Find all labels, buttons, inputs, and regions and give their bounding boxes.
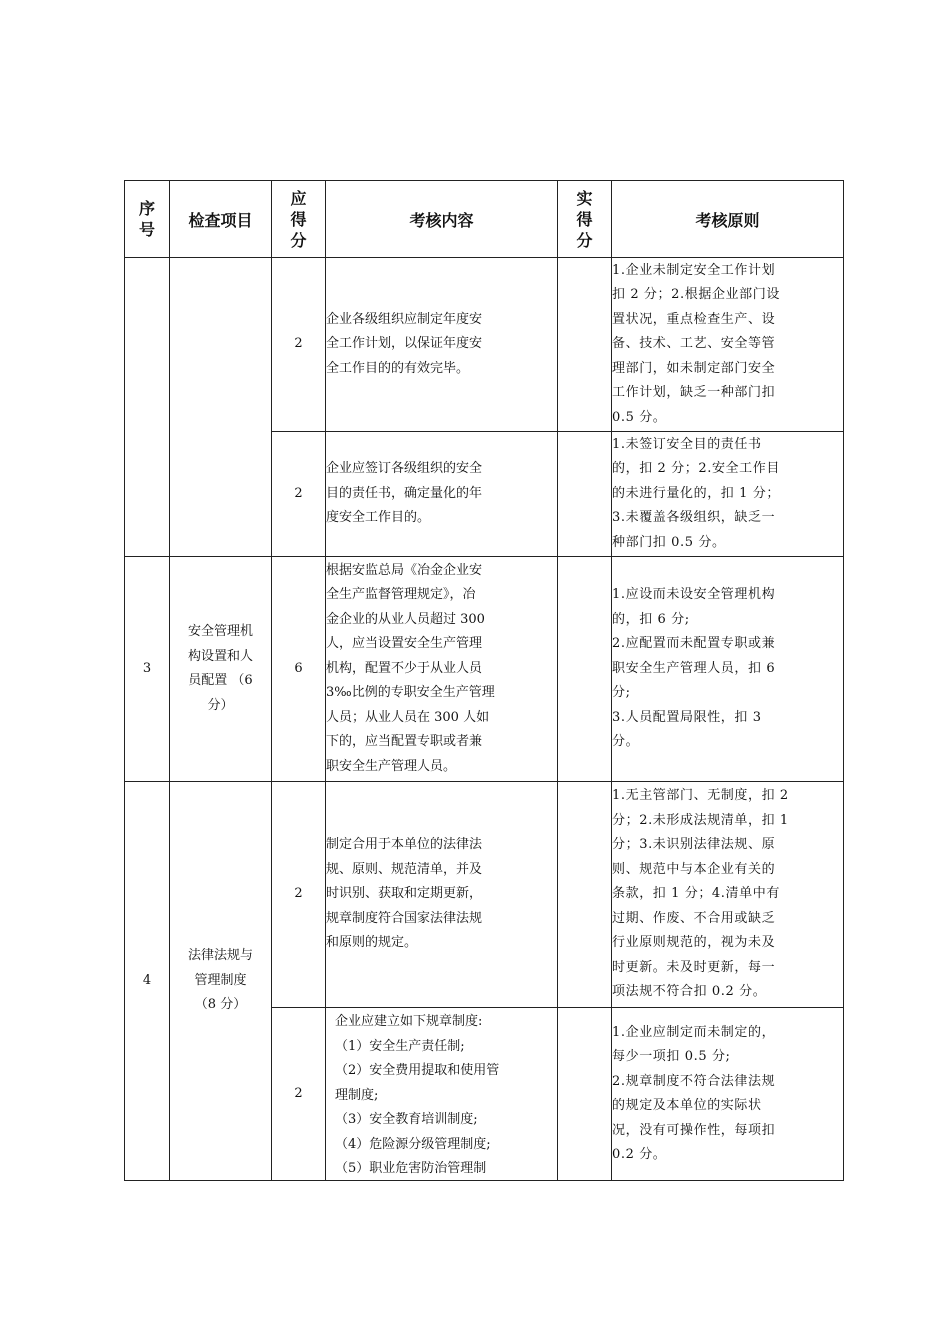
header-actual: 实 得 分 (558, 181, 612, 258)
header-principle: 考核原则 (612, 181, 844, 258)
header-seq: 序 号 (125, 181, 170, 258)
seq-cell: 4 (125, 782, 170, 1181)
actual-score-cell (558, 557, 612, 782)
content-cell: 企业应建立如下规章制度: （1）安全生产责任制; （2）安全费用提取和使用管 理制度; （3）安全教育培训制度; （4）危险源分级管理制度; （5）职业危害防治管理制 (326, 1008, 558, 1181)
inspection-table (124, 180, 844, 1181)
item-cell: 安全管理机 构设置和人 员配置 （6 分） (170, 557, 272, 782)
principle-cell: 1.未签订安全目的责任书 的，扣 2 分；2.安全工作目 的未进行量化的，扣 1 分； 3.未覆盖各级组织，缺乏一 种部门扣 0.5 分。 (612, 432, 844, 557)
actual-score-cell (558, 782, 612, 1008)
actual-score-cell (558, 258, 612, 432)
item-cell: 法律法规与 管理制度 （8 分） (170, 782, 272, 1181)
header-content: 考核内容 (326, 181, 558, 258)
score-cell: 6 (272, 557, 326, 782)
item-cell (170, 258, 272, 557)
principle-cell: 1.应设而未设安全管理机构 的，扣 6 分; 2.应配置而未配置专职或兼 职安全生产管理人员，扣 6 分; 3.人员配置局限性，扣 3 分。 (612, 557, 844, 782)
principle-cell: 1.企业未制定安全工作计划 扣 2 分；2.根据企业部门设 置状况，重点检查生产、设 备、技术、工艺、安全等管 理部门，如未制定部门安全 工作计划，缺乏一种部门扣 0.5 分。 (612, 258, 844, 432)
principle-cell: 1.无主管部门、无制度，扣 2 分；2.未形成法规清单，扣 1 分；3.未识别法律法规、原 则、规范中与本企业有关的 条款，扣 1 分；4.清单中有 过期、作废、不合用或缺乏 行业原则规范的，视为未及 时更新。未及时更新，每一 项法规不符合扣 0.2 分。 (612, 782, 844, 1008)
header-row (125, 181, 844, 258)
seq-cell (125, 258, 170, 557)
content-cell: 企业各级组织应制定年度安 全工作计划，以保证年度安 全工作目的的有效完毕。 (326, 258, 558, 432)
actual-score-cell (558, 1008, 612, 1181)
table-row (125, 782, 844, 1008)
header-item: 检查项目 (170, 181, 272, 258)
content-cell: 根据安监总局《冶金企业安 全生产监督管理规定》，冶 金企业的从业人员超过 300 人，应当设置安全生产管理 机构，配置不少于从业人员 3‰比例的专职安全生产管理 人员；从业人员在 300 人如 下的，应当配置专职或者兼 职安全生产管理人员。 (326, 557, 558, 782)
principle-cell: 1.企业应制定而未制定的， 每少一项扣 0.5 分; 2.规章制度不符合法律法规 的规定及本单位的实际状 况，没有可操作性，每项扣 0.2 分。 (612, 1008, 844, 1181)
content-cell: 制定合用于本单位的法律法 规、原则、规范清单，并及 时识别、获取和定期更新， 规章制度符合国家法律法规 和原则的规定。 (326, 782, 558, 1008)
content-cell: 企业应签订各级组织的安全 目的责任书，确定量化的年 度安全工作目的。 (326, 432, 558, 557)
table-row (125, 258, 844, 432)
score-cell: 2 (272, 258, 326, 432)
score-cell: 2 (272, 782, 326, 1008)
score-cell: 2 (272, 432, 326, 557)
actual-score-cell (558, 432, 612, 557)
seq-cell: 3 (125, 557, 170, 782)
table-row (125, 557, 844, 782)
score-cell: 2 (272, 1008, 326, 1181)
header-score: 应 得 分 (272, 181, 326, 258)
